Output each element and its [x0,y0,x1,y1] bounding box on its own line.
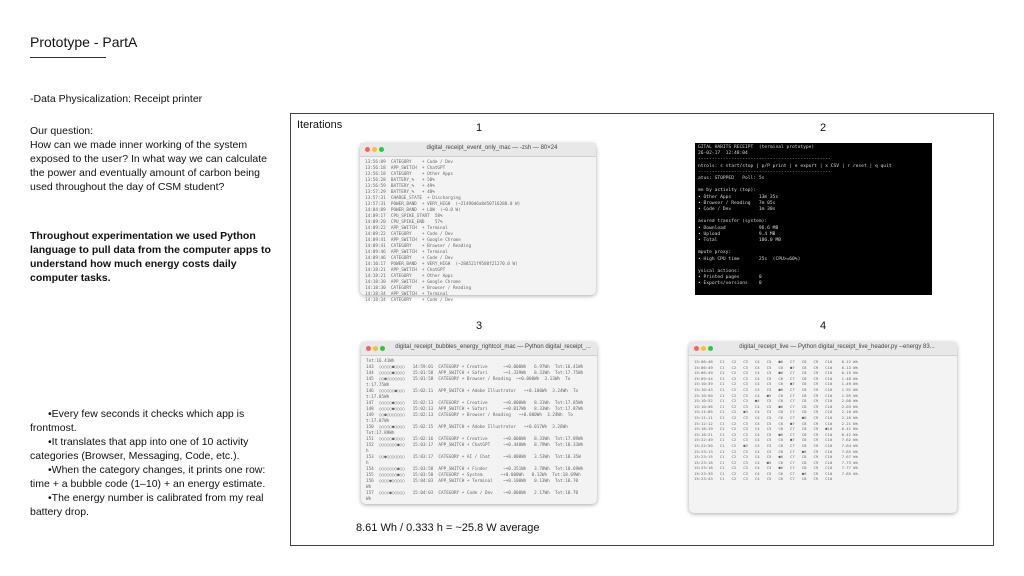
iteration-number: 3 [475,320,483,332]
terminal-line: 15:10:52 C1 C2 C3 ●4 C5 C6 C7 C8 C9 C10 2.08 Wh [694,398,858,404]
terminal-line: 14:18:21 CATEGORY + Other Apps [365,274,453,279]
terminal-line: 14:10:17 POWER_BAND + VERY_HIGH (~288521f9580f21270.0 W) [365,262,518,267]
terminal-line: h [366,461,369,466]
terminal-line: 15:10:43 C1 C2 C3 C4 C5 ●6 C7 C8 C9 C10 1.91 Wh [694,386,858,392]
research-question: Our question: How can we made inner working of the system exposed to the user? In what way we can calculate the power and eventually amount of carbon being used throughout the day of CSM student? [30,125,267,193]
zoom-dot-icon[interactable] [380,346,385,351]
close-dot-icon[interactable] [365,147,370,152]
bullet-item: •It translates that app into one of 10 activity categories (Browser, Messaging, Code, etc.). [30,436,249,462]
terminal-window-1 [360,143,596,303]
terminal-line: 15:23:18 C1 C2 C3 C4 C5 ●6 C7 C8 C9 C10 7.77 Wh [694,465,858,471]
terminal-line: 156 ○○○○●○○○○○ 15:04:03 APP_SWITCH + Terminal ~+0.100Wh 0.13Wh Tot:18.70 [366,479,579,484]
terminal-line: 146 ○○○○○○●○○○ 15:02:11 APP_SWITCH + Adobe Illustrator ~+0.100Wh 3.24Wh To [366,389,579,394]
window-title: digital_receipt_live — Python digital_receipt_live_header.py --energy 83... [739,344,935,350]
terminal-output [695,143,932,290]
bullet-item: •The energy number is calibrated from my real battery drop. [30,492,264,518]
terminal-output [689,356,957,485]
terminal-line: atus: STOPPED Poll: 5s [698,176,765,182]
zoom-dot-icon[interactable] [708,346,713,351]
terminal-line: 15:23:15 C1 C2 C3 C4 C5 ●6 C7 C8 C9 C10 7.67 Wh [694,454,858,460]
terminal-line: 151 ○○○○○●○○○○ 15:02:16 CATEGORY + Creative ~+0.000Wh 8.33Wh Tot:17.89Wh [366,437,584,442]
terminal-line: 150 ○○○○○●○○○○ 15:02:15 APP_SWITCH + Adobe Illustrator ~+0.017Wh 3.26Wh [366,425,568,430]
terminal-line: 13:56:59 BATTERY_% + 49% [365,184,435,189]
terminal-line: 13:56:18 CATEGORY + Other Apps [365,172,453,177]
terminal-line: 15:06:48 C1 C2 C3 C4 C5 ●6 C7 C8 C9 C10 0.12 Wh [694,359,858,364]
terminal-line: • Browser / Reading 7m 05s [698,200,776,206]
terminal-line: 144 ○○○○○●○○○○ 15:01:58 APP_SWITCH + Safari ~+1.339Wh 8.31Wh Tot:17.75Wh [366,371,584,376]
bullet-list [30,407,275,519]
terminal-line: 157 ○○○○●○○○○○ 15:04:03 CATEGORY + Code / Dev ~+0.000Wh 2.17Wh Tot:18.70 [366,491,579,496]
terminal-line: • Code / Dev 1m 30s [698,207,776,213]
terminal-line: 149 ○○●○○○○○○○ 15:02:13 CATEGORY + Browser / Reading ~+0.000Wh 3.24Wh To [366,413,573,418]
terminal-line: 14:18:34 APP_SWITCH + Terminal [365,292,448,297]
terminal-line: ------------------------------------------------ [698,169,831,175]
terminal-line: 13:57:29 BATTERY_% + 48% [365,190,435,195]
terminal-output [360,157,596,307]
terminal-line: 14:09:22 APP_SWITCH + Terminal [365,226,448,231]
window-titlebar [360,143,596,157]
terminal-line: 15:22:50 C1 C2 ●3 C4 C5 C6 C7 C8 C9 C10 7.64 Wh [694,442,858,448]
terminal-line: 15:18:21 C1 C2 C3 C4 C5 ●6 C7 C8 C9 C10 6.42 Wh [694,431,858,437]
terminal-line: 14:09:20 CPU_SPIKE_END 57% [365,220,443,225]
terminal-line: 15:11:05 C1 C2 ●3 C4 C5 C6 C7 C8 C9 C10 2.10 Wh [694,409,858,415]
terminal-line: 13:56:18 APP_SWITCH + ChatGPT [365,166,446,171]
terminal-line: • High CPU time 25s (CPU>=60%) [698,256,801,262]
terminal-line: 15:10:50 C1 C2 C3 C4 ●5 C6 C7 C8 C9 C10 1.95 Wh [694,392,858,398]
close-dot-icon[interactable] [694,346,699,351]
terminal-line: 15:09:44 C1 C2 C3 C4 C5 C6 C7 C8 C9 C10 1.48 Wh [694,375,858,381]
minimize-dot-icon[interactable] [701,346,706,351]
terminal-line: 14:09:22 CATEGORY + Code / Dev [365,232,453,237]
terminal-line: 15:06:49 C1 C2 C3 C4 C5 C6 ●7 C8 C9 C10 0.13 Wh [694,364,858,370]
terminal-line: 155 ○○○○○○○●○○ 15:03:58 CATEGORY + System ~+0.000Wh 0.12Wh Tot:18.69Wh [366,473,581,478]
terminal-line: • Other Apps 13m 35s [698,194,779,200]
terminal-line: • Exports/versions 0 [698,281,762,287]
terminal-line: me by activity (top): [698,188,757,194]
terminal-line: 14:09:46 CATEGORY + Code / Dev [365,256,453,261]
energy-caption: 8.61 Wh / 0.333 h = ~25.8 W average [356,522,540,534]
terminal-line: Tot:17.89Wh [366,431,395,436]
minimize-dot-icon[interactable] [372,147,377,152]
terminal-line: 15:22:49 C1 C2 C3 C4 C5 C6 ●7 C8 C9 C10 7.62 Wh [694,437,858,443]
experiment-statement: Throughout experimentation we used Python language to pull data from the computer apps to understand how much energy costs daily computer tasks. [30,230,271,284]
terminal-line: 15:06:49 C1 C2 C3 C4 C5 ●6 C7 C8 C9 C10 0.15 Wh [694,370,858,376]
terminal-line: 14:18:34 CATEGORY + Code / Dev [365,298,453,303]
terminal-line: h [366,449,369,454]
terminal-line: 13:56:28 BATTERY_% + 50% [365,178,435,183]
terminal-line: 148 ○○○○○●○○○○ 15:02:13 APP_SWITCH + Safari ~+0.017Wh 8.33Wh Tot:17.87Wh [366,407,584,412]
window-title: digital_receipt_event_only_mac — -zsh — 80×24 [426,145,558,151]
terminal-line: • Total 106.0 MB [698,238,781,244]
slide-title: Prototype - PartA [30,34,138,50]
terminal-line: 147 ○○○○○●○○○○ 15:02:13 CATEGORY + Creative ~+0.000Wh 8.31Wh Tot:17.85Wh [366,401,584,406]
terminal-line: 13:57:31 POWER_BAND + VERY_HIGH (~21490d6a8d50716288.0 W) [365,202,521,207]
terminal-line: 145 ○○●○○○○○○○ 15:01:58 CATEGORY + Browser / Reading ~+0.000Wh 3.13Wh To [366,377,571,382]
terminal-line: 15:10:56 C1 C2 C3 C4 C5 ●6 C7 C8 C9 C10 2.03 Wh [694,403,858,409]
terminal-line: 14:09:46 APP_SWITCH + Terminal [365,250,448,255]
terminal-line: • Printed pages 0 [698,275,762,281]
terminal-line: 14:18:30 CATEGORY + Browser / Reading [365,286,472,291]
terminal-line: t:17.85Wh [366,395,390,400]
terminal-line: t:17.87Wh [366,419,390,424]
terminal-line: ------------------------------------------------ [698,157,831,163]
terminal-line: 14:09:17 CPU_SPIKE_START 58% [365,214,443,219]
terminal-line: 14:04:09 POWER_BAND + LOW (~0.0 W) [365,208,461,213]
bullet-item: •When the category changes, it prints one row: time + a bubble code (1–10) + an energy estimate. [30,464,266,490]
terminal-line: 26-02-17 12:48:04 [698,151,748,157]
terminal-line: ysical actions: [698,269,740,275]
terminal-line: GITAL HABITS RECEIPT (terminal prototype) [698,145,815,150]
slide-subtitle: -Data Physicalization: Receipt printer [30,93,203,105]
terminal-line: 152 ○○○○○○○●○○ 15:03:17 APP_SWITCH + ChatGPT ~+0.448Wh 8.79Wh Tot:18.33Wh [366,443,584,448]
terminal-line: t:17.75Wh [366,383,390,388]
terminal-line: 15:18:19 C1 C2 C3 C4 C5 C6 C7 C8 C9 ●10 6.41 Wh [694,426,858,432]
bullet-item: •Every few seconds it checks which app is frontmost. [30,408,245,434]
terminal-line: 13:57:31 CHARGE_STATE + Discharging [365,196,461,201]
terminal-line: 154 ○○○○○○○●○○ 15:03:58 APP_SWITCH + Finder ~+0.351Wh 3.78Wh Tot:18.69Wh [366,467,584,472]
terminal-window-3 [361,342,597,504]
terminal-line: Wh [366,485,372,490]
terminal-window-4 [689,342,957,513]
window-title: digital_receipt_bubbles_energy_rightcol_mac — Python digital_receipt_... [395,344,591,350]
terminal-line: asured transfer (system): [698,219,768,225]
iterations-label: Iterations [297,119,343,131]
terminal-line: 143 ○○○○○●○○○○ 14:59:01 CATEGORY + Creative ~+0.000Wh 6.97Wh Tot:16.41Wh [366,365,584,370]
terminal-window-2 [695,143,932,295]
terminal-line: 15:10:39 C1 C2 C3 C4 C5 C6 ●7 C8 C9 C10 1.49 Wh [694,381,858,387]
zoom-dot-icon[interactable] [379,147,384,152]
terminal-line: 15:23:13 C1 C2 C3 C4 C5 C6 C7 ●8 C9 C10 7.65 Wh [694,448,858,454]
terminal-output [361,356,597,506]
terminal-line: 15:12:12 C1 C2 C3 C4 C5 C6 ●7 C8 C9 C10 2.21 Wh [694,420,858,426]
terminal-line: 13:56:09 CATEGORY + Code / Dev [365,160,453,165]
iteration-number: 2 [819,122,827,134]
title-underline [30,57,106,58]
terminal-line: • Download 96.6 MB [698,225,779,231]
close-dot-icon[interactable] [366,346,371,351]
terminal-line: Tot:16.41Wh [366,359,395,364]
terminal-line: 15:11:11 C1 C2 C3 C4 C5 C6 C7 ●8 C9 C10 2.16 Wh [694,414,858,420]
terminal-line: 153 ○○●○○○○○○○ 15:03:17 CATEGORY + AI / Chat ~+0.000Wh 3.53Wh Tot:18.35W [366,455,581,460]
minimize-dot-icon[interactable] [373,346,378,351]
terminal-line: 14:09:41 APP_SWITCH + Google Chrome [365,238,461,243]
terminal-line: ntrols: s start/stop | p/P print | e export | x CSV | r reset | q quit [698,163,892,169]
terminal-line: Wh [366,497,372,502]
terminal-line: 14:18:30 APP_SWITCH + Google Chrome [365,280,461,285]
window-titlebar [361,342,597,356]
terminal-line: mpute proxy: [698,250,732,256]
terminal-line: 15:23:43 C1 C2 C3 C4 C5 C6 C7 C8 C9 C10 [694,476,833,482]
iteration-number: 4 [819,320,827,332]
terminal-line: 14:18:21 APP_SWITCH + ChatGPT [365,268,446,273]
iteration-number: 1 [475,122,483,134]
terminal-line: • Upload 9.4 MB [698,231,776,237]
window-titlebar [689,342,957,356]
terminal-line: 15:23:16 C1 C2 C3 C4 ●5 C6 C7 C8 C9 C10 7.73 Wh [694,459,858,465]
terminal-line: 15:23:39 C1 C2 C3 C4 C5 C6 C7 ●8 C9 C10 7.85 Wh [694,470,858,476]
terminal-line: 14:09:41 CATEGORY + Browser / Reading [365,244,472,249]
